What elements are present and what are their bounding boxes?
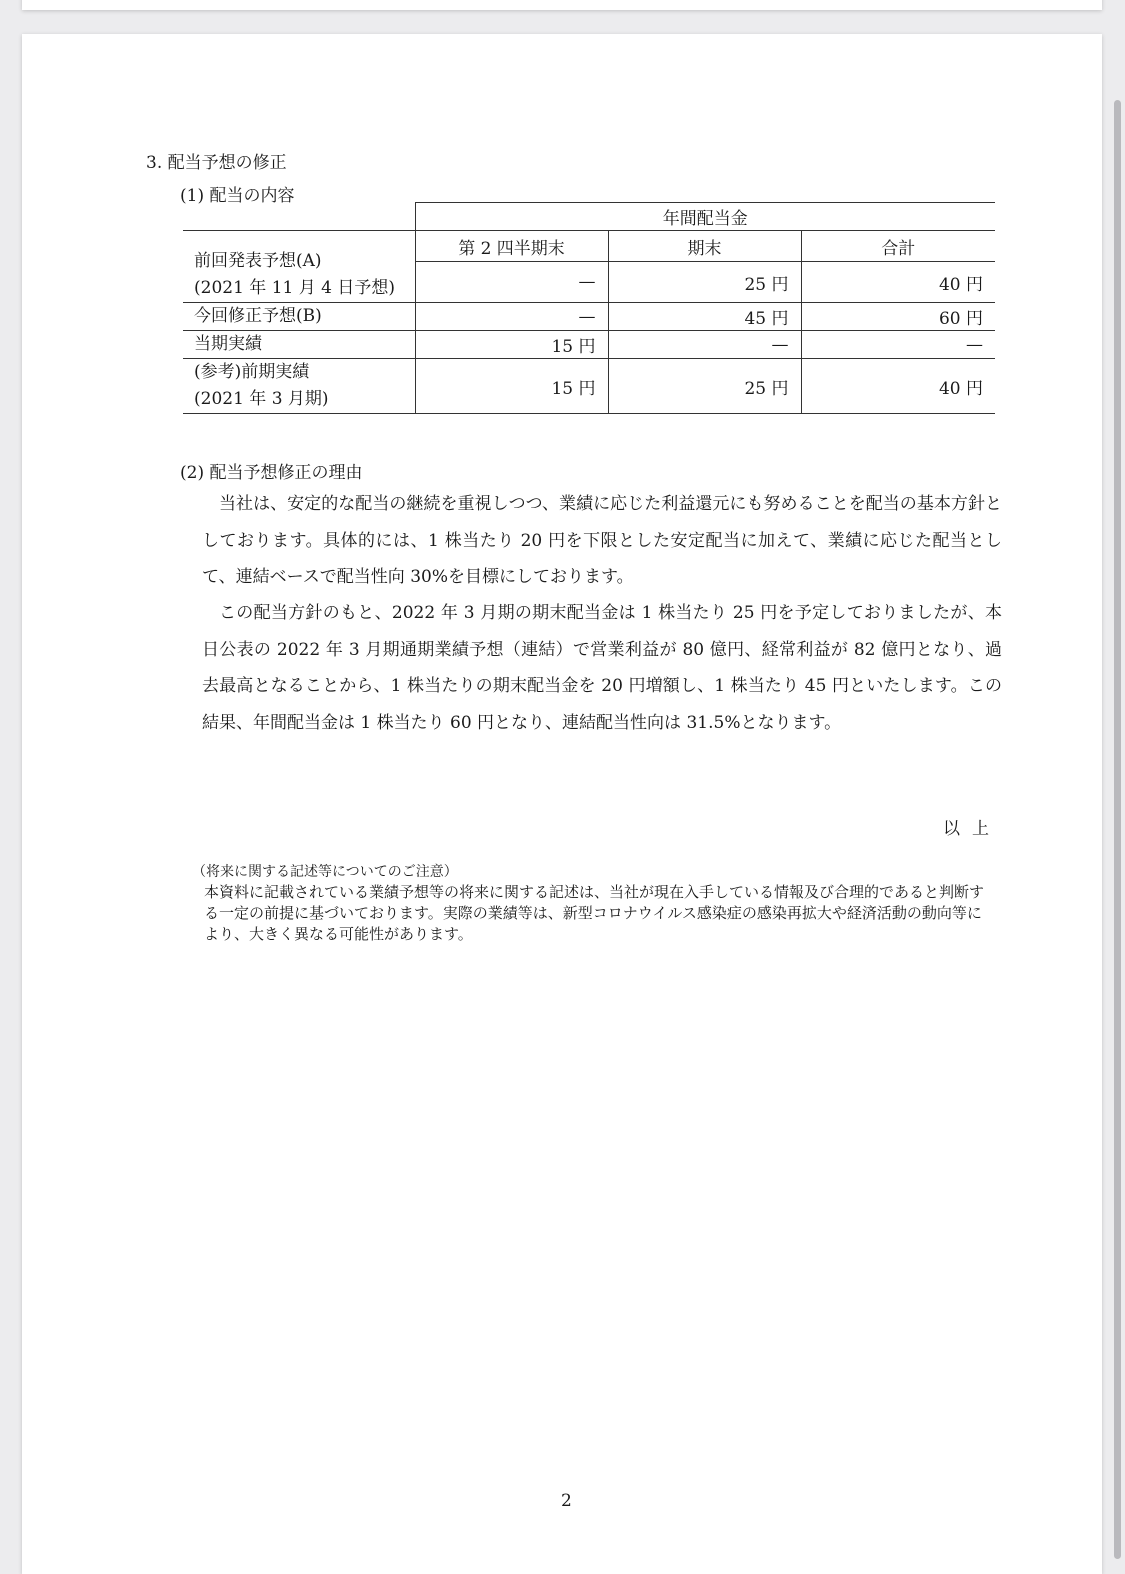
table-cell: 25 円 bbox=[608, 359, 801, 414]
disclaimer-title: （将来に関する記述等についてのご注意） bbox=[192, 864, 458, 880]
column-header-q2: 第 2 四半期末 bbox=[415, 231, 608, 262]
page-number: 2 bbox=[561, 1491, 572, 1511]
table-row-label bbox=[183, 359, 415, 414]
row-label-line2: (2021 年 11 月 4 日予想) bbox=[194, 278, 395, 298]
row-label-line2: (2021 年 3 月期) bbox=[194, 389, 329, 409]
vertical-scrollbar[interactable] bbox=[1114, 100, 1121, 1559]
table-cell: 40 円 bbox=[801, 359, 995, 414]
table-cell: 60 円 bbox=[801, 303, 995, 331]
disclaimer-body: 本資料に記載されている業績予想等の将来に関する記述は、当社が現在入手している情報及び合理的であると判断する一定の前提に基づいております。実際の業績等は、新型コロナウイルス感染症の感染再拡大や経済活動の動向等により、大きく異なる可能性があります。 bbox=[204, 883, 985, 943]
table-row bbox=[183, 331, 995, 359]
table-cell: — bbox=[415, 262, 608, 303]
table-row-label: 当期実績 bbox=[183, 331, 415, 359]
table-cell: 45 円 bbox=[608, 303, 801, 331]
document-page bbox=[22, 34, 1102, 1574]
column-header-total: 合計 bbox=[801, 231, 995, 262]
table-cell: 15 円 bbox=[415, 359, 608, 414]
table-cell: 15 円 bbox=[415, 331, 608, 359]
closing-mark: 以上 bbox=[943, 819, 1001, 839]
column-header-year-end: 期末 bbox=[608, 231, 801, 262]
annual-dividend-header: 年間配当金 bbox=[415, 203, 995, 231]
table-row bbox=[183, 359, 995, 414]
table-row-label bbox=[183, 231, 415, 303]
table-cell: — bbox=[608, 331, 801, 359]
dividend-table bbox=[183, 202, 995, 414]
table-row-label: 今回修正予想(B) bbox=[183, 303, 415, 331]
table-row bbox=[183, 303, 995, 331]
row-label-line1: (参考)前期実績 bbox=[194, 362, 310, 382]
table-cell: 25 円 bbox=[608, 262, 801, 303]
table-cell: 40 円 bbox=[801, 262, 995, 303]
table-cell: — bbox=[415, 303, 608, 331]
table-section-title: (1) 配当の内容 bbox=[180, 186, 295, 206]
section-title: 3. 配当予想の修正 bbox=[146, 153, 287, 173]
reason-paragraph-2: この配当方針のもと、2022 年 3 月期の期末配当金は 1 株当たり 25 円を予定しておりましたが、本日公表の 2022 年 3 月期通期業績予想（連結）で営業利益が 80 億円、経常利益が 82 億円となり、過去最高となることから、1 株当たりの期末配当金を 20 円増額し、1 株当たり 45 円といたします。この結果、年間配当金は 1 株当たり 60 円となり、連結配当性向は 31.5%となります。 bbox=[202, 603, 1002, 733]
row-label-line1: 前回発表予想(A) bbox=[194, 251, 322, 271]
table-corner-cell bbox=[183, 203, 415, 231]
table-cell: — bbox=[801, 331, 995, 359]
previous-page-edge bbox=[22, 0, 1102, 10]
reason-paragraph-1: 当社は、安定的な配当の継続を重視しつつ、業績に応じた利益還元にも努めることを配当の基本方針としております。具体的には、1 株当たり 20 円を下限とした安定配当に加えて、業績に応じた配当として、連結ベースで配当性向 30%を目標にしております。 bbox=[202, 494, 1002, 587]
reason-section-title: (2) 配当予想修正の理由 bbox=[180, 463, 363, 483]
